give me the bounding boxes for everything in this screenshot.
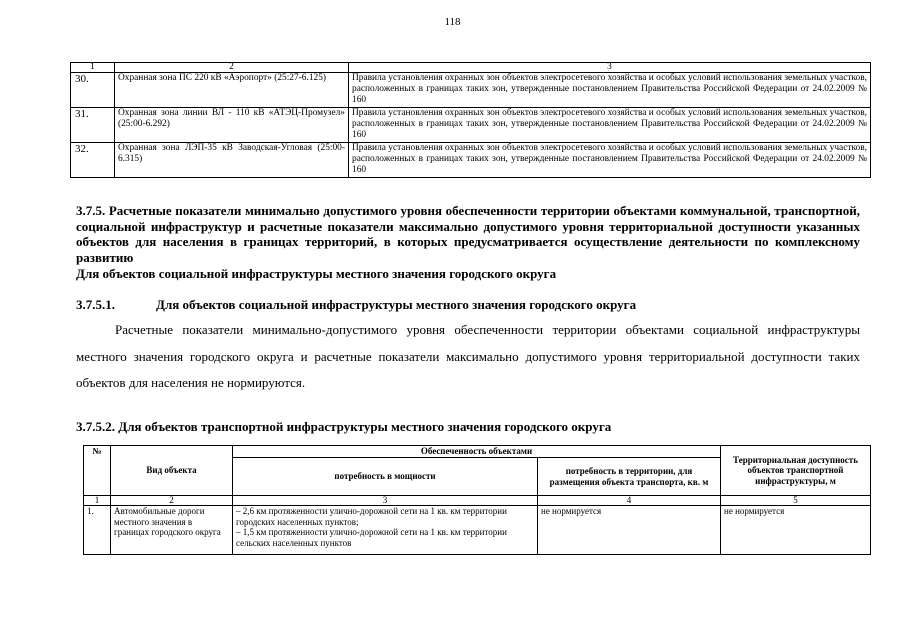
- capacity-urban: – 2,6 км протяженности улично-дорожной сети на 1 кв. км территории городских населенных пунктов;: [236, 506, 507, 527]
- column-header-provision: Обеспеченность объектами: [233, 446, 721, 458]
- column-header-number: №: [84, 446, 111, 496]
- section-number: 3.7.5.1.: [76, 297, 115, 312]
- section-3-7-5-2-heading: 3.7.5.2. Для объектов транспортной инфраструктуры местного значения городского округа: [76, 419, 612, 434]
- zone-name: Охранная зона ЛЭП-35 кВ Заводская-Угловая (25:00-6.315): [115, 143, 349, 178]
- zone-name: Охранная зона линии ВЛ - 110 кВ «АТЭЦ-Промузел» (25:00-6.292): [115, 108, 349, 143]
- table-header-row: [71, 63, 871, 73]
- column-number-3: 3: [233, 496, 538, 506]
- table-header-row: [84, 446, 871, 458]
- accessibility-value: не нормируется: [721, 506, 871, 555]
- column-numbers-row: [84, 496, 871, 506]
- column-header-object-type: Вид объекта: [111, 446, 233, 496]
- capacity-rural: – 1,5 км протяженности улично-дорожной сети на 1 кв. км территории сельских населенных пунктов: [236, 527, 507, 548]
- column-number-5: 5: [721, 496, 871, 506]
- section-title: Для объектов социальной инфраструктуры местного значения городского округа: [156, 297, 637, 312]
- row-number: 30.: [71, 73, 115, 108]
- column-number-3: 3: [349, 63, 871, 73]
- column-number-1: 1: [71, 63, 115, 73]
- table-row: [71, 108, 871, 143]
- table-row: [84, 506, 871, 555]
- column-header-capacity: потребность в мощности: [233, 458, 538, 496]
- protection-zones-table: [70, 62, 871, 178]
- column-header-territory: потребность в территории, для размещения объекта транспорта, кв. м: [538, 458, 721, 496]
- row-number: 1.: [84, 506, 111, 555]
- column-number-4: 4: [538, 496, 721, 506]
- section-3-7-5-heading: 3.7.5. Расчетные показатели минимально допустимого уровня обеспеченности территории объектами коммунальной, транспортной, социальной инфраструктур и расчетные показатели максимально допустимого уровня территориальной доступности указанных объектов для населения в границах территорий, в которых предусматривается осуществление деятельности по комплексному развитию: [76, 203, 860, 265]
- page-number: 118: [444, 16, 461, 28]
- table-row: [71, 143, 871, 178]
- row-number: 31.: [71, 108, 115, 143]
- section-3-7-5-1-paragraph: Расчетные показатели минимально-допустимого уровня обеспеченности территории объектами социальной инфраструктуры местного значения городского округа и расчетные показатели максимально допустимого уровня территориальной доступности таких объектов для населения не нормируются.: [76, 322, 860, 390]
- column-number-2: 2: [111, 496, 233, 506]
- zone-name: Охранная зона ПС 220 кВ «Аэропорт» (25:27-6.125): [115, 73, 349, 108]
- table-row: [71, 73, 871, 108]
- section-3-7-5-1-heading: [76, 297, 860, 313]
- column-number-1: 1: [84, 496, 111, 506]
- row-number: 32.: [71, 143, 115, 178]
- column-header-accessibility: Территориальная доступность объектов транспортной инфраструктуры, м: [721, 446, 871, 496]
- zone-rule: Правила установления охранных зон объектов электросетевого хозяйства и особых условий использования земельных участков, расположенных в границах таких зон, утвержденные постановлением Правительства Российской Федерации от 24.02.2009 № 160: [349, 143, 871, 178]
- territory-requirement: не нормируется: [538, 506, 721, 555]
- zone-rule: Правила установления охранных зон объектов электросетевого хозяйства и особых условий использования земельных участков, расположенных в границах таких зон, утвержденные постановлением Правительства Российской Федерации от 24.02.2009 № 160: [349, 73, 871, 108]
- zone-rule: Правила установления охранных зон объектов электросетевого хозяйства и особых условий использования земельных участков, расположенных в границах таких зон, утвержденные постановлением Правительства Российской Федерации от 24.02.2009 № 160: [349, 108, 871, 143]
- capacity-requirement: [233, 506, 538, 555]
- object-type: Автомобильные дороги местного значения в границах городского округа: [111, 506, 233, 555]
- transport-infrastructure-table: [83, 445, 871, 555]
- column-number-2: 2: [115, 63, 349, 73]
- section-3-7-5-subheading: Для объектов социальной инфраструктуры местного значения городского округа: [76, 266, 557, 281]
